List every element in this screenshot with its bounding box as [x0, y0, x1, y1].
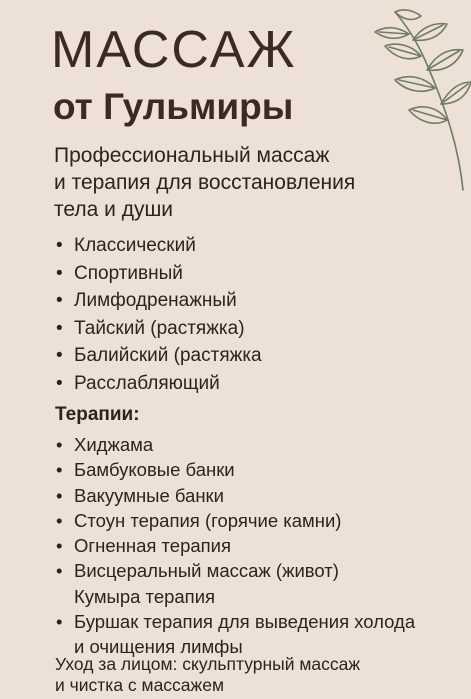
bullet: •: [56, 434, 63, 455]
bullet: •: [56, 345, 63, 367]
list-item: [56, 508, 456, 533]
therapy-label: Огненная терапия: [74, 535, 232, 557]
intro-line-1: Профессиональный массаж: [54, 144, 330, 167]
therapy-label: Стоун терапия (горячие камни): [74, 509, 342, 531]
page-title: МАССАЖ: [51, 21, 297, 79]
therapies-heading: Терапии:: [55, 404, 140, 425]
list-item: [56, 483, 456, 508]
list-item: [56, 260, 262, 288]
therapy-label: Бамбуковые банки: [74, 459, 235, 481]
bullet: •: [56, 484, 63, 506]
massage-type-label: Расслабляющий: [74, 372, 220, 394]
list-item: [56, 609, 456, 660]
massage-type-label: Тайский (растяжка): [74, 317, 245, 339]
therapy-label: Висцеральный массаж (живот): [74, 560, 339, 582]
massage-type-label: Классический: [74, 235, 196, 256]
list-item: [56, 342, 262, 370]
list-item: [56, 432, 456, 457]
bullet: •: [56, 317, 63, 339]
bullet: •: [56, 459, 63, 481]
massage-type-label: Спортивный: [74, 262, 183, 284]
bullet: •: [56, 509, 63, 531]
bullet: •: [56, 235, 63, 256]
intro-line-3: тела и души: [54, 198, 174, 221]
list-item: [56, 558, 456, 609]
therapy-label-continued: Кумыра терапия: [74, 585, 216, 607]
bullet: •: [56, 262, 63, 284]
face-care-line-2: и чистка с массажем: [55, 675, 225, 695]
massage-types-list: [56, 232, 262, 398]
therapies-list: [56, 432, 456, 660]
therapy-label: Хиджама: [74, 434, 154, 455]
bullet: •: [56, 560, 63, 582]
intro-text: [54, 142, 414, 223]
therapy-label: Вакуумные банки: [74, 484, 224, 506]
intro-line-2: и терапия для восстановления: [54, 171, 356, 194]
list-item: [56, 232, 262, 260]
bullet: •: [56, 535, 63, 557]
list-item: [56, 315, 262, 343]
bullet: •: [56, 372, 63, 394]
list-item: [56, 533, 456, 558]
page-subtitle: от Гульмиры: [53, 86, 294, 127]
bullet: •: [56, 290, 63, 312]
therapy-label-continued: и очищения лимфы: [74, 636, 243, 658]
list-item: [56, 370, 262, 398]
list-item: [56, 287, 262, 315]
face-care-text: [55, 654, 435, 696]
therapy-label: Буршак терапия для выведения холода: [74, 611, 416, 633]
list-item: [56, 457, 456, 482]
face-care-line-1: Уход за лицом: скульптурный массаж: [55, 654, 361, 674]
massage-type-label: Лимфодренажный: [74, 290, 237, 312]
massage-type-label: Балийский (растяжка: [74, 345, 262, 367]
bullet: •: [56, 611, 63, 633]
